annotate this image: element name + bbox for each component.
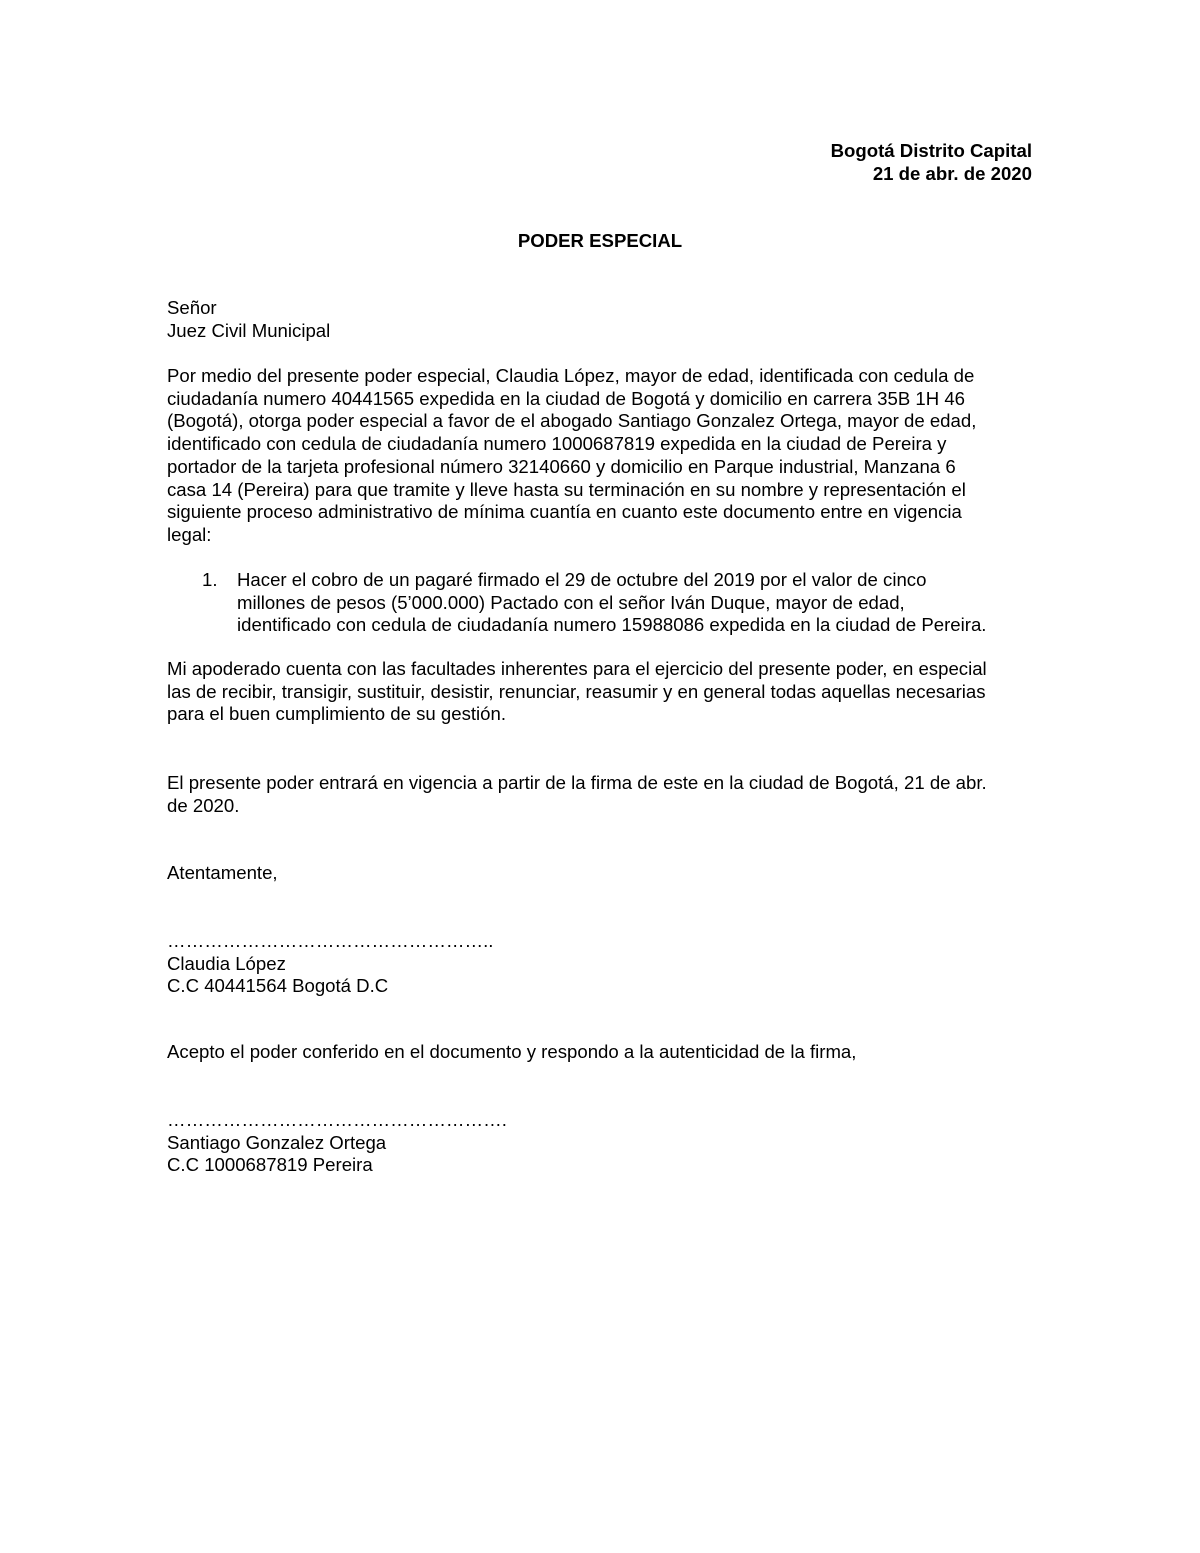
paragraph-1-line: casa 14 (Pereira) para que tramite y lleve hasta su terminación en su nombre y representación el	[167, 478, 966, 500]
paragraph-1-line: Por medio del presente poder especial, Claudia López, mayor de edad, identificada con cedula de	[167, 365, 975, 386]
signature-line: ……………………………………………….	[167, 1109, 507, 1130]
list-item-line: identificado con cedula de ciudadanía numero 15988086 expedida en la ciudad de Pereira.	[237, 614, 987, 636]
paragraph-3-line: El presente poder entrará en vigencia a partir de la firma de este en la ciudad de Bogotá, 21 de abr.	[167, 772, 987, 793]
addressee	[167, 297, 1042, 342]
paragraph-2	[167, 658, 1042, 726]
paragraph-2-line: para el buen cumplimiento de su gestión.	[167, 703, 507, 725]
header-date: 21 de abr. de 2020	[872, 162, 1032, 184]
list-item	[237, 569, 1042, 637]
recipient: Juez Civil Municipal	[167, 319, 331, 341]
paragraph-1-line: siguiente proceso administrativo de mínima cuantía en cuanto este documento entre en vigencia	[167, 501, 962, 523]
paragraph-3	[167, 772, 1042, 817]
closing: Atentamente,	[167, 862, 278, 883]
salutation: Señor	[167, 297, 217, 318]
list-item-number: 1.	[202, 569, 218, 590]
paragraph-1	[167, 365, 1042, 547]
signature-line: ……………………………………………..	[167, 930, 494, 951]
list-item-line: Hacer el cobro de un pagaré firmado el 29 de octubre del 2019 por el valor de cinco	[237, 569, 927, 590]
paragraph-1-line: portador de la tarjeta profesional número 32140660 y domicilio en Parque industrial, Manzana 6	[167, 455, 956, 477]
document-title: PODER ESPECIAL	[517, 230, 683, 251]
signature-block-grantor	[167, 930, 1042, 998]
signer-id: C.C 40441564 Bogotá D.C	[167, 975, 389, 997]
letter-header	[831, 140, 1032, 185]
paragraph-2-line: las de recibir, transigir, sustituir, desistir, renunciar, reasumir y en general todas aquellas necesarias	[167, 680, 986, 702]
signature-block-attorney	[167, 1109, 1042, 1177]
signer-name: Claudia López	[167, 952, 286, 974]
paragraph-1-line: legal:	[167, 523, 212, 545]
signer-name: Santiago Gonzalez Ortega	[167, 1131, 387, 1153]
list-item-line: millones de pesos (5’000.000) Pactado con el señor Iván Duque, mayor de edad,	[237, 591, 905, 613]
paragraph-1-line: ciudadanía numero 40441565 expedida en la ciudad de Bogotá y domicilio en carrera 35B 1H 46	[167, 387, 966, 409]
acceptance-statement: Acepto el poder conferido en el documento y respondo a la autenticidad de la firma,	[167, 1041, 857, 1062]
paragraph-2-line: Mi apoderado cuenta con las facultades inherentes para el ejercicio del presente poder, en especial	[167, 658, 987, 679]
paragraph-1-line: identificado con cedula de ciudadanía numero 1000687819 expedida en la ciudad de Pereira y	[167, 433, 947, 455]
header-city: Bogotá Distrito Capital	[830, 140, 1032, 161]
signer-id: C.C 1000687819 Pereira	[167, 1154, 373, 1176]
paragraph-3-line: de 2020.	[167, 794, 240, 816]
paragraph-1-line: (Bogotá), otorga poder especial a favor de el abogado Santiago Gonzalez Ortega, mayor de edad,	[167, 410, 977, 432]
